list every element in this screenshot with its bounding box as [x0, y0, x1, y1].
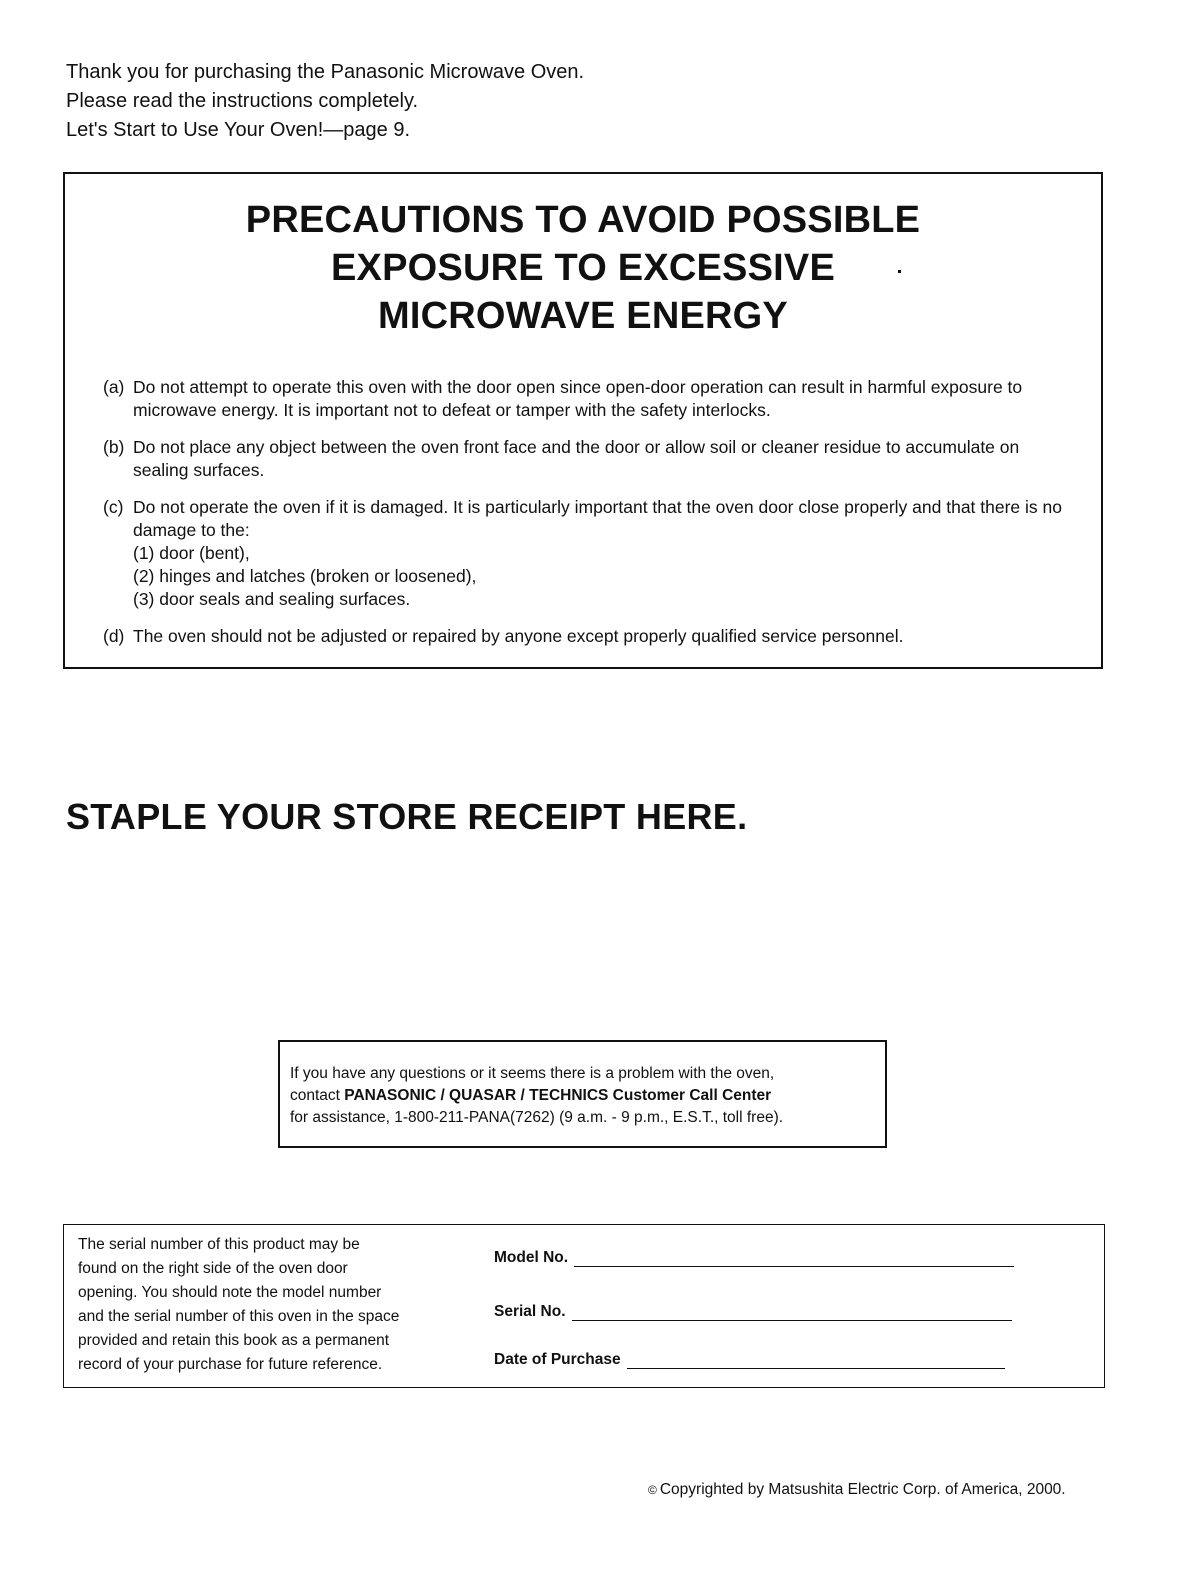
precaution-item	[103, 436, 1071, 482]
title-line: MICROWAVE ENERGY	[378, 295, 788, 337]
subitem: (2) hinges and latches (broken or loosened),	[133, 566, 477, 586]
copyright-text: Copyrighted by Matsushita Electric Corp. of America, 2000.	[659, 1481, 1066, 1498]
copyright-notice	[648, 1481, 1066, 1499]
item-marker: (a)	[103, 377, 125, 397]
item-body	[133, 496, 1071, 611]
model-label: Model No.	[494, 1249, 569, 1266]
serial-field	[494, 1303, 1012, 1321]
intro-text	[66, 58, 584, 145]
precaution-item	[103, 625, 1071, 648]
precautions-list	[103, 376, 1071, 662]
date-label: Date of Purchase	[494, 1351, 621, 1368]
precautions-box	[63, 172, 1103, 669]
note-line: record of your purchase for future reference.	[78, 1356, 383, 1373]
item-marker: (d)	[103, 626, 125, 646]
date-field	[494, 1351, 1005, 1369]
contact-line: If you have any questions or it seems there is a problem with the oven,	[290, 1065, 775, 1082]
intro-line: Let's Start to Use Your Oven!—page 9.	[66, 119, 411, 141]
contact-box	[278, 1040, 887, 1148]
title-line: PRECAUTIONS TO AVOID POSSIBLE	[245, 199, 921, 241]
contact-line	[290, 1085, 885, 1107]
note-line: The serial number of this product may be	[78, 1236, 360, 1253]
model-input-line[interactable]	[574, 1250, 1014, 1267]
title-line: EXPOSURE TO EXCESSIVE	[331, 247, 835, 289]
contact-line: for assistance, 1-800-211-PANA(7262) (9 a.m. - 9 p.m., E.S.T., toll free).	[290, 1109, 784, 1126]
intro-line: Please read the instructions completely.	[66, 90, 419, 112]
serial-note	[78, 1233, 399, 1377]
item-text: The oven should not be adjusted or repaired by anyone except properly qualified service personnel.	[133, 626, 904, 646]
copyright-symbol: ©	[648, 1483, 657, 1497]
item-text: Do not operate the oven if it is damaged. It is particularly important that the oven door close properly and that there is no damage to the:	[133, 497, 1062, 540]
note-line: and the serial number of this oven in the space	[78, 1308, 400, 1325]
staple-receipt-heading: STAPLE YOUR STORE RECEIPT HERE.	[66, 796, 748, 837]
intro-line: Thank you for purchasing the Panasonic Microwave Oven.	[66, 61, 585, 83]
item-text: Do not place any object between the oven front face and the door or allow soil or cleaner residue to accumulate on sealing surfaces.	[133, 437, 1020, 480]
date-input-line[interactable]	[627, 1352, 1005, 1369]
note-line: opening. You should note the model number	[78, 1284, 382, 1301]
serial-record-box	[63, 1224, 1105, 1388]
subitem: (1) door (bent),	[133, 543, 250, 563]
item-text: Do not attempt to operate this oven with the door open since open-door operation can result in harmful exposure to microwave energy. It is important not to defeat or tamper with the safety interlocks.	[133, 377, 1023, 420]
call-center-name: PANASONIC / QUASAR / TECHNICS Customer Call Center	[344, 1087, 772, 1104]
precaution-item	[103, 376, 1071, 422]
precaution-item	[103, 496, 1071, 611]
item-marker: (c)	[103, 497, 124, 517]
note-line: found on the right side of the oven door	[78, 1260, 348, 1277]
serial-input-line[interactable]	[572, 1304, 1012, 1321]
serial-label: Serial No.	[494, 1303, 566, 1320]
item-marker: (b)	[103, 437, 125, 457]
subitem: (3) door seals and sealing surfaces.	[133, 589, 411, 609]
contact-prefix: contact	[290, 1087, 345, 1104]
precautions-title	[65, 196, 1101, 340]
model-field	[494, 1249, 1014, 1267]
stray-dot	[898, 270, 901, 273]
note-line: provided and retain this book as a permanent	[78, 1332, 390, 1349]
